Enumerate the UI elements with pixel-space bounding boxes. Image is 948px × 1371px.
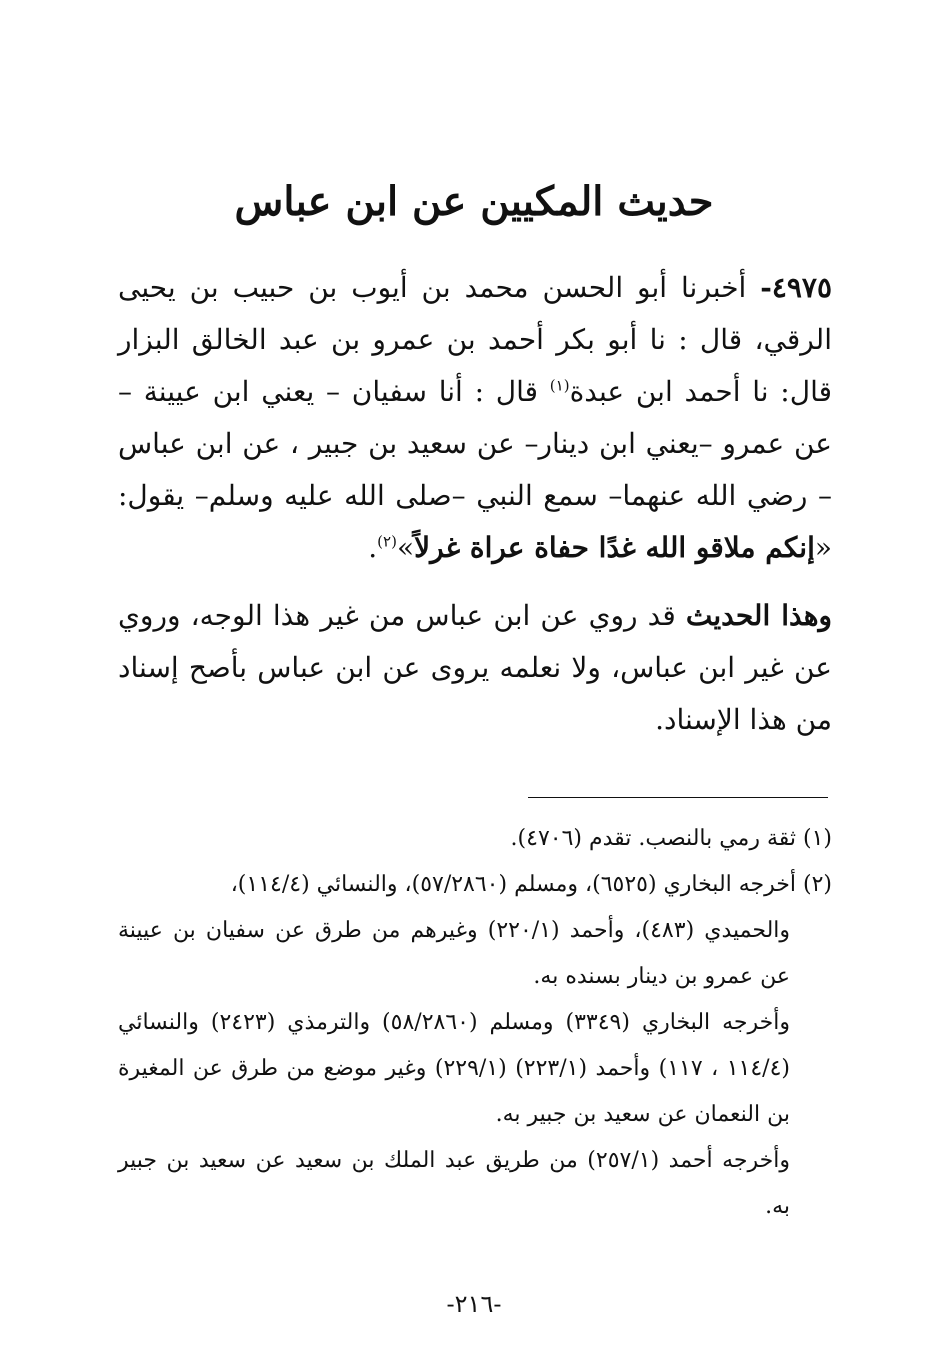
hadith-number: ٤٩٧٥- <box>760 271 832 304</box>
footnote-ref-2[interactable]: (٢) <box>377 532 397 551</box>
footnote-2-continuation-1: والحميدي (٤٨٣)، وأحمد (٢٢٠/١) وغيرهم من طرق عن سفيان بن عيينة عن عمرو بن دينار بسنده به. <box>118 918 791 989</box>
footnote-2-continuation-2: وأخرجه البخاري (٣٣٤٩) ومسلم (٥٨/٢٨٦٠) والترمذي (٢٤٢٣) والنسائي (١١٤/٤ ، ١١٧) وأحمد (٢٢٣/١) (٢٢٩/١) وغير موضع من طرق عن المغيرة بن النعمان عن سعيد بن جبير به. <box>118 1010 791 1127</box>
hadith-text-2: قال : أنا سفيان – يعني ابن عيينة – عن عمرو –يعني ابن دينار– عن سعيد بن جبير ، عن ابن عباس – رضي الله عنهما– سمع النبي –صلى الله عليه وسلم– يقول: « <box>118 375 832 564</box>
hadith-text-3: » <box>396 531 415 564</box>
hadith-quote: إنكم ملاقو الله غدًا حفاة عراة غرلاً <box>414 531 815 564</box>
footnote-2: (٢) أخرجه البخاري (٦٥٢٥)، ومسلم (٥٧/٢٨٦٠)، والنسائي (١١٤/٤)، <box>230 872 832 897</box>
footnote-divider <box>528 797 828 798</box>
footnote-ref-1[interactable]: (١) <box>549 376 570 395</box>
footnote-2-continuation-3: وأخرجه أحمد (٢٥٧/١) من طريق عبد الملك بن سعيد عن سعيد بن جبير به. <box>118 1148 791 1219</box>
hadith-text-1: أخبرنا أبو الحسن محمد بن أيوب بن حبيب بن يحيى الرقي، قال : نا أبو بكر أحمد بن عمرو بن عبد الخالق البزار قال: نا أحمد ابن عبدة <box>118 271 832 408</box>
page-number: -٢١٦- <box>446 1290 502 1318</box>
commentary-text: قد روي عن ابن عباس من غير هذا الوجه، وروي عن غير ابن عباس، ولا نعلمه يروى عن ابن عباس بأصح إسناد من هذا الإسناد. <box>118 599 832 736</box>
commentary-paragraph <box>118 590 832 746</box>
footnotes-section <box>118 816 832 1230</box>
hadith-text-4: . <box>368 531 378 564</box>
page-title: حديث المكيين عن ابن عباس <box>234 178 714 225</box>
main-text <box>118 262 832 746</box>
commentary-lead: وهذا الحديث <box>685 599 832 632</box>
hadith-paragraph <box>118 262 832 574</box>
footnote-1: (١) ثقة رمي بالنصب. تقدم (٤٧٠٦). <box>510 826 832 851</box>
